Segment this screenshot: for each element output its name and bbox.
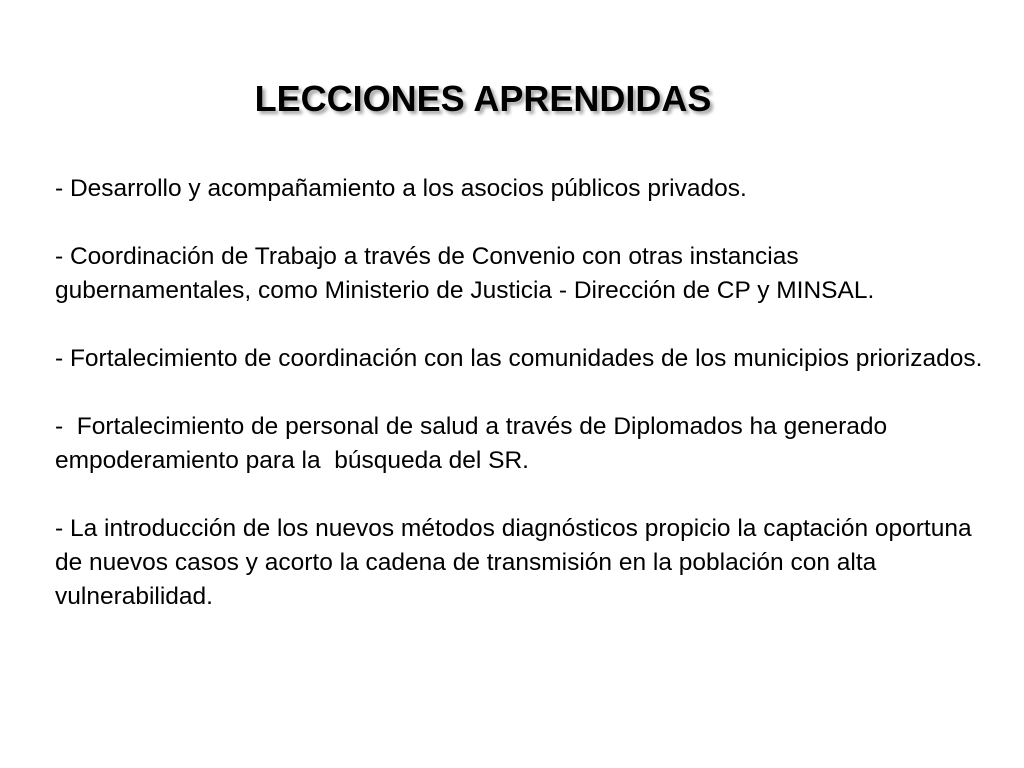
lessons-list	[55, 172, 985, 614]
slide-title: LECCIONES APRENDIDAS	[254, 78, 712, 119]
lesson-item-2: - Coordinación de Trabajo a través de Convenio con otras instancias gubernamentales, como Ministerio de Justicia - Dirección de CP y MINSAL.	[55, 243, 875, 304]
lesson-item-5: - La introducción de los nuevos métodos diagnósticos propicio la captación oportuna de nuevos casos y acorto la cadena de transmisión en la población con alta vulnerabilidad.	[55, 515, 979, 610]
lesson-item-4: - Fortalecimiento de personal de salud a través de Diplomados ha generado empoderamiento para la búsqueda del SR.	[55, 413, 894, 474]
lesson-item-3: - Fortalecimiento de coordinación con las comunidades de los municipios priorizados.	[55, 345, 983, 372]
lesson-item-1: - Desarrollo y acompañamiento a los asocios públicos privados.	[55, 175, 747, 202]
slide-title-container	[0, 78, 1024, 120]
